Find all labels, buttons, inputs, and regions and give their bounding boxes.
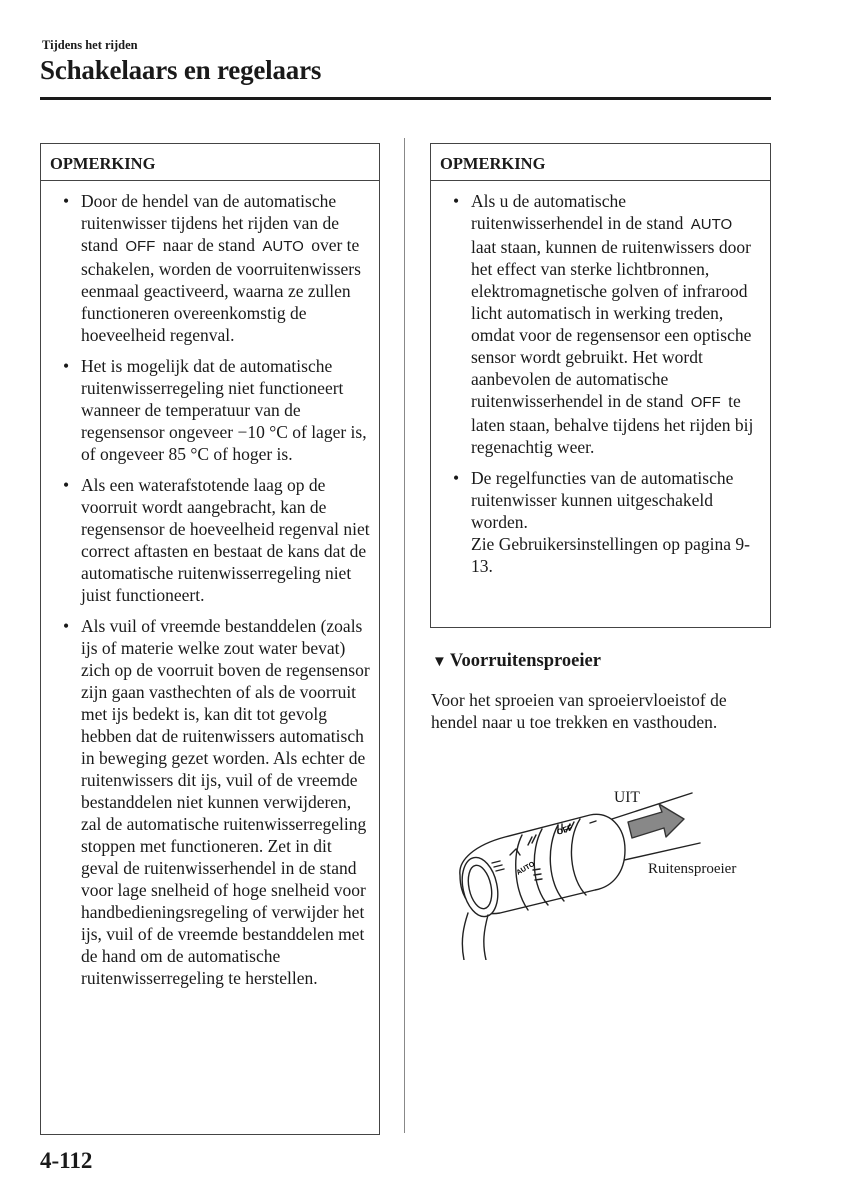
- lever-auto-label: AUTO: [515, 860, 537, 877]
- page-number: 4-112: [40, 1148, 93, 1173]
- text-run: Als u de automatische ruitenwisserhendel in de stand: [471, 191, 684, 233]
- section-heading-text: Voorruitensproeier: [449, 651, 601, 671]
- lever-stalk: [462, 913, 468, 960]
- text-run: Door de hendel van de automatische ruitenwisser tijdens het rijden van de stand: [81, 191, 340, 255]
- lever-off-label: OFF: [555, 822, 574, 837]
- list-item: [50, 190, 371, 346]
- note-box-left: [40, 143, 380, 1135]
- switch-position-label: AUTO: [690, 216, 733, 233]
- note-list: [41, 181, 379, 989]
- switch-position-label: OFF: [690, 394, 721, 411]
- text-run: De regelfuncties van de automatische ruitenwisser kunnen uitgeschakeld worden.: [471, 468, 734, 532]
- list-item: • Als vuil of vreemde bestanddelen (zoals ijs of materie welke zout water bevat) zich op de voorruit boven de regensensor zijn gaan vasthechten of als de voorruit met ijs bedekt is, kan dit tot gevolg hebben dat de ruitenwissers automatisch in beweging gezet worden. Als echter de ruitenwissers dit ijs, vuil of de vreemde bestanddelen niet kunnen verwijderen, zal de automatische ruitenwisserregeling stoppen met functioneren. Zet in dit geval de ruitenwisserhendel in de stand voor lage snelheid of hoge snelheid voor handbedieningsregeling of verwijder het ijs, vuil of de vreemde bestanddelen met de hand om de automatische ruitenwisserregeling te herstellen.: [50, 615, 371, 989]
- text-run: laat staan, kunnen de ruitenwissers door het effect van sterke lichtbronnen, elektromagnetische golven of infrarood licht automatisch in werking treden, omdat voor de regensensor een optische sensor wordt gebruikt. Het wordt aanbevolen de automatische ruitenwisserhendel in de stand: [471, 237, 752, 411]
- text-run: te laten staan, behalve tijdens het rijden bij regenachtig weer.: [471, 391, 754, 457]
- list-item: • Als een waterafstotende laag op de voorruit wordt aangebracht, kan de regensensor de hoeveelheid regenval niet correct aftasten en bestaat de kans dat de automatische ruitenwisserregeling niet juist functioneert.: [50, 474, 371, 606]
- switch-position-label: AUTO: [262, 238, 304, 255]
- page-title: Schakelaars en regelaars: [40, 55, 322, 85]
- list-item: [440, 190, 762, 458]
- section-heading: [432, 651, 601, 672]
- pull-arrow-icon: [628, 804, 684, 838]
- text-run: naar de stand: [162, 235, 256, 255]
- list-item: [440, 467, 762, 577]
- header-section: Tijdens het rijden: [42, 38, 138, 52]
- note-box-right: [430, 143, 771, 628]
- uit-label: UIT: [614, 789, 640, 806]
- triangle-marker-icon: ▼: [432, 654, 447, 670]
- switch-position-label: OFF: [125, 238, 156, 255]
- column-divider: [404, 138, 405, 1133]
- note-heading: OPMERKING: [431, 144, 770, 181]
- washer-lever-illustration: [430, 775, 770, 960]
- text-run: over te schakelen, worden de voorruitenwissers eenmaal geactiveerd, waarna ze zullen functioneren overeenkomstig de hoeveelheid regenval.: [81, 235, 361, 345]
- list-item: • Het is mogelijk dat de automatische ruitenwisserregeling niet functioneert wanneer de temperatuur van de regensensor ongeveer −10 °C of lager is, of ongeveer 85 °C of hoger is.: [50, 355, 371, 465]
- cross-reference-link[interactable]: Zie Gebruikersinstellingen op pagina 9-13.: [471, 534, 750, 576]
- lever-stalk: [484, 915, 488, 960]
- note-list: [431, 181, 770, 577]
- note-heading: OPMERKING: [41, 144, 379, 181]
- header-rule: [40, 97, 771, 100]
- section-body: Voor het sproeien van sproeiervloeistof de hendel naar u toe trekken en vasthouden.: [431, 690, 727, 732]
- ruitensproeier-label: Ruitensproeier: [648, 861, 737, 877]
